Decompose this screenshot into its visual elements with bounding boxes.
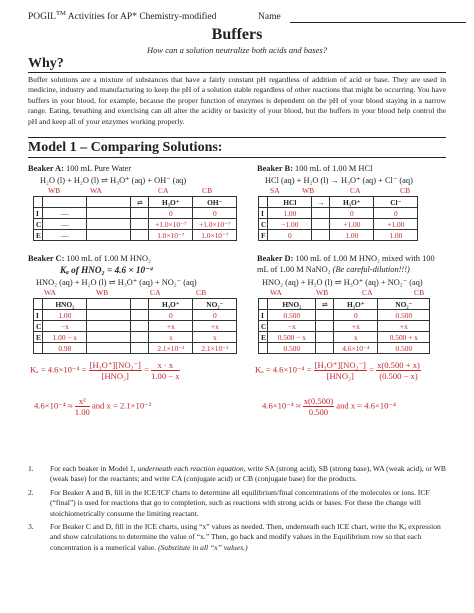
beaker-d-description-continued: mL of 1.00 M NaNO₂ (Be careful-dilution!!!) [257, 265, 410, 274]
species-label: CB [196, 288, 207, 297]
table-row: E 1.00 − x x x [34, 332, 237, 343]
table-row: C −x +x +x [34, 321, 237, 332]
intro-paragraph: Buffer solutions are a mixture of substances that have a fairly constant pH regardless of addition of acid or base. They are used in medicine, industry and manufacturing to keep the pH of a solution stable regardless of other reactions that might be occurring. You have buffers in your blood, for example, because the proper function of enzymes is dependent on the pH of your blood staying in a narrow range. Eating, breathing and exercising can all alter the acidity or basicity of your blood, but the buffers in your blood help control the pH and keep all of your enzymes working properly. [28, 75, 446, 126]
table-row: C — +1.0×10⁻⁷ +1.0×10⁻⁷ [34, 219, 237, 230]
page-title: Buffers [211, 26, 263, 43]
species-label: CB [400, 186, 411, 195]
page-header [28, 9, 448, 22]
table-header-row [259, 299, 430, 310]
table-row: 0.98 2.1×10⁻² 2.1×10⁻² [34, 343, 237, 354]
beaker-c-ice-table [33, 298, 237, 354]
beaker-c-description: Beaker C: 100 mL of 1.00 M HNO₂ [28, 254, 151, 263]
beaker-c-ka-value: Kₐ of HNO₂ = 4.6 × 10⁻⁴ [60, 265, 154, 275]
name-blank-line [290, 22, 466, 23]
table-row: C −1.00 +1.00 +1.00 [259, 219, 418, 230]
species-label: WB [302, 186, 315, 195]
table-header-cell: H₃O⁺ [330, 197, 374, 208]
table-row: I 0.500 0 0.500 [259, 310, 430, 321]
beaker-d-description: Beaker D: 100 mL of 1.00 M HNO₂ mixed with 100 [257, 254, 435, 263]
table-header-cell: NO₂⁻ [193, 299, 237, 310]
table-row: F 0 1.00 1.00 [259, 230, 418, 241]
table-row: C −x +x +x [259, 321, 430, 332]
section-divider [28, 137, 446, 138]
table-header-cell: NO₂⁻ [378, 299, 430, 310]
table-row: I — 0 0 [34, 208, 237, 219]
table-header-row [34, 197, 237, 208]
species-label: CB [414, 288, 425, 297]
species-label: CB [202, 186, 213, 195]
page-subtitle: How can a solution neutralize both acids and bases? [147, 45, 327, 55]
table-header-cell: OH⁻ [193, 197, 237, 208]
table-header-cell: H₃O⁺ [149, 197, 193, 208]
table-header-cell: Cl⁻ [374, 197, 418, 208]
beaker-a-description: Beaker A: 100 mL Pure Water [28, 164, 132, 173]
list-item: 2. For Beaker A and B, fill in the ICE/ICF charts to determine all equilibrium/final concentrations of the molecules or ions. ICF (“final”) is used for reactions that go to completion, such as reactions with strong acids or bases. For these the change will stoichiometrically consume the limiting reactant. [28, 487, 430, 518]
beaker-c-ka-expression: Kₐ = 4.6×10⁻⁴ = $\frac{\text{[H₃O⁺][NO₂⁻]}}{\text{[HNO₂]}}$ = $\frac{x \cdot x}{1.00 - x}$ [30, 360, 180, 381]
why-heading: Why? [28, 56, 64, 71]
table-row: E 0.500 − x x 0.500 + x [259, 332, 430, 343]
equilibrium-arrow: ⇌ [316, 299, 334, 310]
table-row: E — 1.0×10⁻⁷ 1.0×10⁻⁷ [34, 230, 237, 241]
table-header-cell: HCl [268, 197, 312, 208]
list-item: 3. For Beaker C and D, fill in the ICE charts, using “x” values as needed. Then, underneath each ICE chart, write the Kₐ expression and show calculations to determine the value of “x.” Then, go back and modify values in the Equilibrium row so that each concentration is a numerical value. (Substitute in all “x” values.) [28, 522, 441, 552]
equilibrium-arrow: ⇌ [131, 197, 149, 208]
beaker-d-approximation: 4.6×10⁻⁴ ≈ $\frac{x(0.500)}{0.500}$ and x = 4.6×10⁻⁴ [262, 396, 396, 417]
table-row: 0.500 4.6×10⁻⁴ 0.500 [259, 343, 430, 354]
species-label: CA [150, 288, 161, 297]
species-label: CA [362, 288, 373, 297]
beaker-a-ice-table [33, 196, 237, 241]
list-item: 1. For each beaker in Model 1, underneath each reaction equation, write SA (strong acid), SB (strong base), WA (weak acid), or WB (weak base) for the reactants; and write CA (conjugate acid) or CB (conjugate base) for the products. [28, 464, 446, 484]
species-label: WA [270, 288, 282, 297]
species-label: WB [316, 288, 329, 297]
beaker-b-icf-table [258, 196, 418, 241]
beaker-d-ka-expression: Kₐ = 4.6×10⁻⁴ = $\frac{\text{[H₃O⁺][NO₂⁻]}}{\text{[HNO₂]}}$ = $\frac{x(0.500 + x)}{(0.500 - x)}$ [255, 360, 420, 381]
species-label: CA [158, 186, 169, 195]
beaker-b-reaction: HCl (aq) + H₂O (l) → H₃O⁺ (aq) + Cl⁻ (aq) [265, 176, 413, 185]
species-label: WB [96, 288, 109, 297]
species-label: SA [270, 186, 280, 195]
beaker-d-ice-table [258, 298, 430, 354]
table-header-row [259, 197, 418, 208]
table-header-cell: H₃O⁺ [334, 299, 378, 310]
section-divider [28, 157, 446, 158]
species-label: CA [350, 186, 361, 195]
table-header-cell: HNO₂ [43, 299, 87, 310]
table-header-cell: HNO₂ [268, 299, 316, 310]
section-divider [28, 72, 446, 73]
course-title: POGIL™ Activities for AP* Chemistry-modified [28, 9, 217, 22]
table-header-cell: H₃O⁺ [149, 299, 193, 310]
beaker-b-description: Beaker B: 100 mL of 1.00 M HCl [257, 164, 373, 173]
name-label: Name [258, 12, 281, 22]
beaker-d-reaction: HNO₂ (aq) + H₂O (l) ⇌ H₃O⁺ (aq) + NO₂⁻ (aq) [262, 278, 423, 287]
question-list [28, 464, 448, 556]
beaker-a-reaction: H₂O (l) + H₂O (l) ⇌ H₃O⁺ (aq) + OH⁻ (aq) [40, 176, 187, 185]
beaker-c-approximation: 4.6×10⁻⁴ ≈ $\frac{\text{x²}}{1.00}$ and x = 2.1×10⁻² [34, 396, 152, 417]
model-heading: Model 1 – Comparing Solutions: [28, 140, 223, 155]
table-row: I 1.00 0 0 [34, 310, 237, 321]
species-label: WA [44, 288, 56, 297]
table-row: I 1.00 0 0 [259, 208, 418, 219]
species-label: WB [48, 186, 61, 195]
reaction-arrow: → [312, 197, 330, 208]
table-header-row [34, 299, 237, 310]
species-label: WA [90, 186, 102, 195]
beaker-c-reaction: HNO₂ (aq) + H₂O (l) ⇌ H₃O⁺ (aq) + NO₂⁻ (aq) [36, 278, 197, 287]
